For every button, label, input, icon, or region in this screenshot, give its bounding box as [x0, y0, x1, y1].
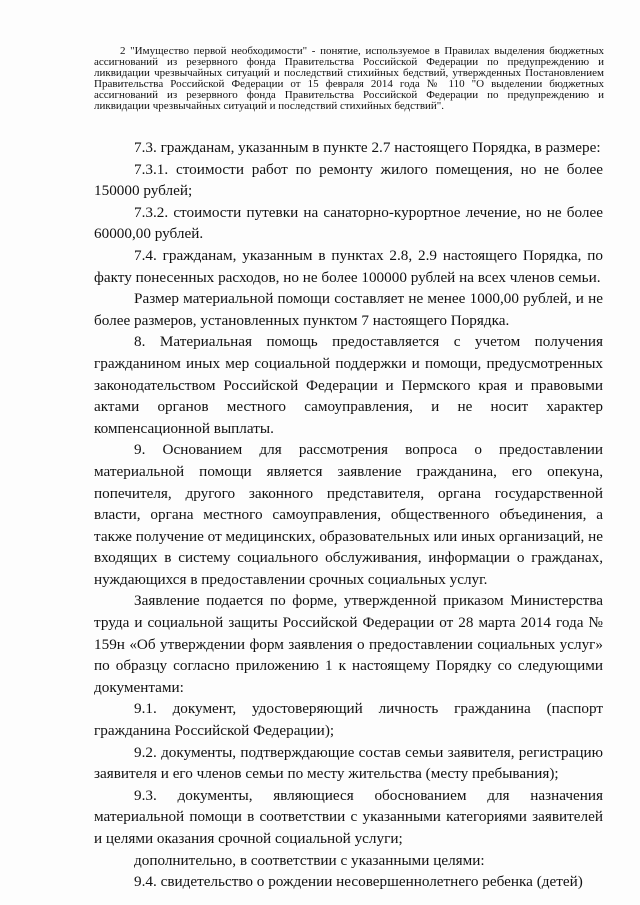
paragraph-7-3: 7.3. гражданам, указанным в пункте 2.7 настоящего Порядка, в размере:: [134, 139, 601, 156]
paragraph-9-2: 9.2. документы, подтверждающие состав семьи заявителя, регистрацию заявителя и его членов семьи по месту жительства (месту пребывания);: [94, 743, 603, 783]
paragraph-8: 8. Материальная помощь предоставляется с учетом получения гражданином иных мер социальной поддержки и помощи, предусмотренных законодательством Российской Федерации и Пермского края и правовыми актами органов местного самоуправления, и не носит характер компенсационной выплаты.: [94, 333, 603, 437]
document-body: [94, 137, 603, 893]
paragraph-9-1: 9.1. документ, удостоверяющий личность гражданина (паспорт гражданина Российской Федерации);: [94, 700, 603, 740]
paragraph-9-4: 9.4. свидетельство о рождении несовершеннолетнего ребенка (детей): [134, 873, 583, 891]
paragraph-7-3-1: 7.3.1. стоимости работ по ремонту жилого помещения, но не более 150000 рублей;: [94, 160, 603, 200]
paragraph-9-3: 9.3. документы, являющиеся обоснованием для назначения материальной помощи в соответствии с указанными категориями заявителей и целями оказания срочной социальной услуги;: [94, 786, 603, 847]
paragraph-7-3-2: 7.3.2. стоимости путевки на санаторно-курортное лечение, но не более 60000,00 рублей.: [94, 203, 603, 243]
paragraph-application-form: Заявление подается по форме, утвержденной приказом Министерства труда и социальной защиты Российской Федерации от 28 марта 2014 года № 159н «Об утверждении форм заявления о предоставлении социальных услуг» по образцу согласно приложению 1 к настоящему Порядку со следующими документами:: [94, 592, 603, 696]
paragraph-7-4: 7.4. гражданам, указанным в пунктах 2.8, 2.9 настоящего Порядка, по факту понесенных расходов, но не более 100000 рублей на всех членов семьи.: [94, 246, 603, 286]
footnote: 2 "Имущество первой необходимости" - понятие, используемое в Правилах выделения бюджетных ассигнований из резервного фонда Правительства Российской Федерации по предупреждению и ликвидации чрезвычайных ситуаций и последствий стихийных бедствий, утвержденных Постановлением Правительства Российской Федерации от 15 февраля 2014 года № 110 "О выделении бюджетных ассигнований из резервного фонда Правительства Российской Федерации по предупреждению и ликвидации чрезвычайных ситуаций и последствий стихийных бедствий".: [94, 45, 604, 112]
paragraph-9: 9. Основанием для рассмотрения вопроса о предоставлении материальной помощи является заявление гражданина, его опекуна, попечителя, другого законного представителя, органа государственной власти, органа местного самоуправления, общественного объединения, а также получение от медицинских, образовательных или иных организаций, не входящих в систему социального обслуживания, информации о гражданах, нуждающихся в предоставлении срочных социальных услуг.: [94, 441, 603, 588]
paragraph-additionally: дополнительно, в соответствии с указанными целями:: [134, 851, 485, 869]
paragraph-aid-amount: Размер материальной помощи составляет не менее 1000,00 рублей, и не более размеров, установленных пунктом 7 настоящего Порядка.: [94, 290, 603, 329]
